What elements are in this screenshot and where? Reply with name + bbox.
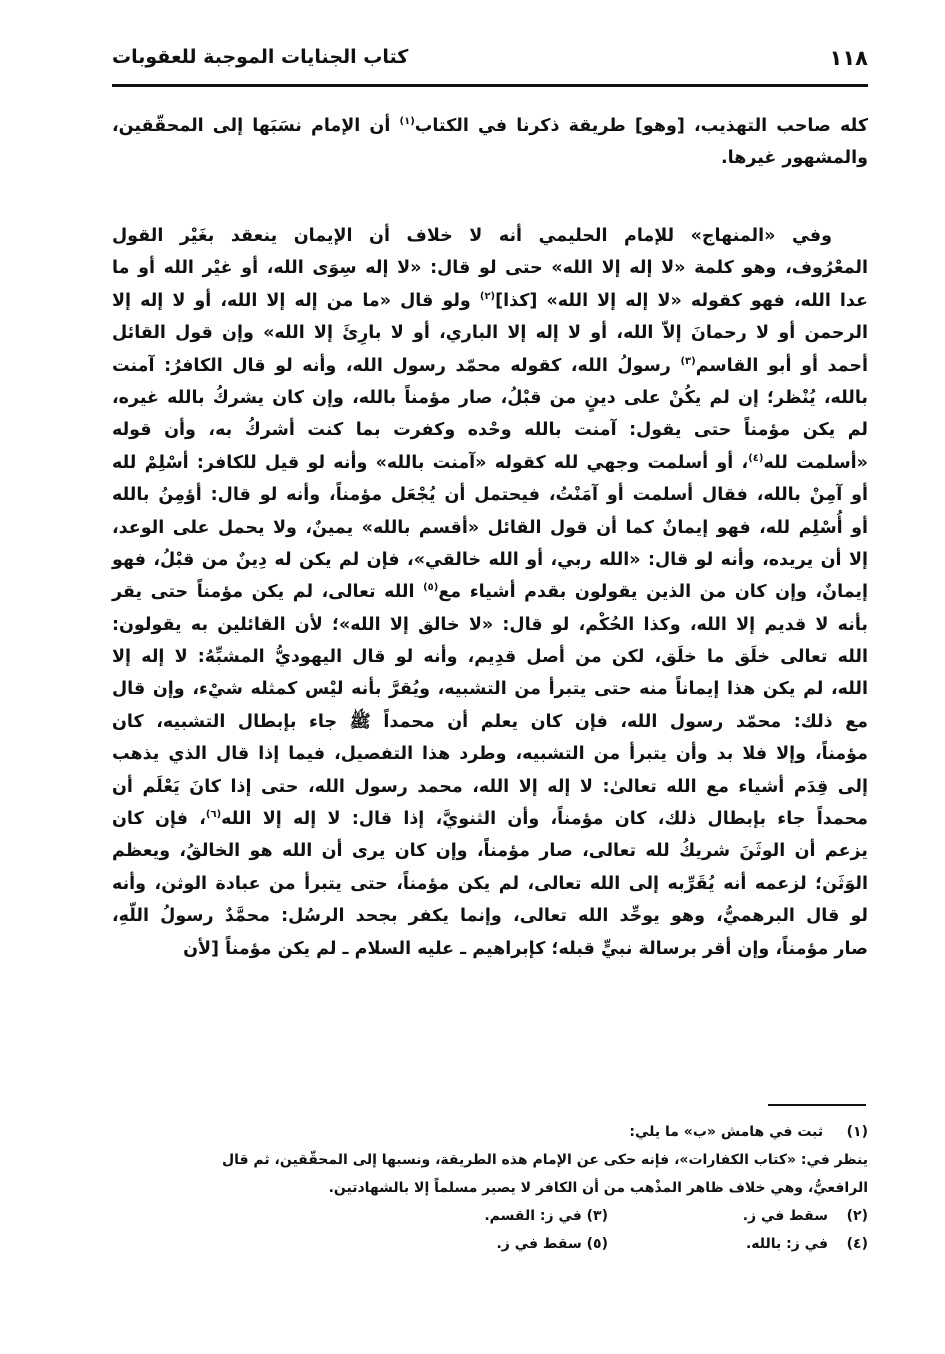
footnote-1-line-3: الرافعيُّ، وهي خلاف ظاهر المذْهب من أن الكافر لا يصير مسلماً إلا بالشهادتين. xyxy=(328,1180,868,1196)
footnote-rule xyxy=(768,1104,866,1106)
footnote-text: سقط في ز. xyxy=(742,1208,828,1224)
footnote-row xyxy=(112,1230,868,1258)
footnote-number: (١) xyxy=(846,1124,868,1140)
text-line: عدا الله، فهو كقوله «لا إله إلا الله» [كذا]$^{(٢)}$ ولو قال «ما من إله إلا الله، أو لا إله إلا xyxy=(112,290,868,311)
text-line: المعْرُوف، وهو كلمة «لا إله إلا الله» حتى لو قال: «لا إله سِوَى الله، أو غيْر الله أو ما xyxy=(112,258,868,279)
footnote-3: (٣) في ز: القسم. xyxy=(484,1208,608,1224)
text-line: بأنه لا قديم إلا الله، وكذا الحُكْم، لو قال: «لا خالق إلا الله»؛ لأن القائلين به يقولون: xyxy=(112,614,868,635)
footnote-number: (٤) xyxy=(846,1236,868,1252)
text-line: إلا أن يريده، وأنه لو قال: «الله ربي، أو الله خالقي»، فإن لم يكن له دِينٌ من قبْلُ، فهو xyxy=(112,549,868,570)
text-line: أحمد أو أبو القاسم$^{(٣)}$ رسولُ الله، كقوله محمّد رسول الله، وأنه لو قال الكافرُ: آمنت xyxy=(112,355,868,376)
footnote-text: ثبت في هامش «ب» ما يلي: xyxy=(629,1124,824,1140)
header-rule xyxy=(112,84,868,87)
footnote-row xyxy=(112,1202,868,1230)
text-line: الوَثَن؛ لزعمه أنه يُقَرِّبه إلى الله تعالى، لم يكن مؤمناً، حتى يتبرأ من عبادة الوثن، وأنه xyxy=(112,873,868,894)
text-line: مؤمناً، وإلا فلا بد وأن يتبرأ من التشبيه، وطرد هذا التفصيل، فيما إذا قال الذي يذهب xyxy=(112,744,868,765)
paragraph-1 xyxy=(112,110,868,175)
text-line: الله، لم يكن هذا إيماناً منه حتى يتبرأ من التشبيه، ويُقرَّ بأنه ليْس كمثله شيْء، وإن قال xyxy=(112,679,868,700)
text-line: مع ذلك: محمّد رسول الله، فإن كان يعلم أن محمداً ﷺ جاء بإبطال التشبيه، كان xyxy=(112,711,868,732)
footnote-marker: (٢) xyxy=(479,290,496,302)
footnote-marker: (٥) xyxy=(423,582,439,594)
running-title: كتاب الجنايات الموجبة للعقوبات xyxy=(112,46,409,68)
footnote-marker: (١) xyxy=(399,116,415,128)
footnote-1 xyxy=(112,1118,868,1146)
footnote-marker: (٣) xyxy=(680,355,696,367)
text-line: أو أُسْلِم لله، فهو إيمانٌ كما أن قول القائل «أقسم بالله» يمينٌ، ولا يحمل على الوعد، xyxy=(112,517,868,538)
text-line: أو آمِنْ بالله، فقال أسلمت أو آمَنْتُ، فيحتمل أن يُجْعَل مؤمناً، وأنه لو قال: أؤمِنُ بالله xyxy=(112,485,868,506)
text-line: يزعم أن الوثَنَ شريكُ لله تعالى، صار مؤمناً، وإن كان يرى أن الله هو الخالقُ، ويعظم xyxy=(112,841,868,862)
paragraph-2 xyxy=(112,220,868,965)
running-header xyxy=(112,46,868,74)
footnote-1-line-2: ينظر في: «كتاب الكفارات»، فإنه حكى عن الإمام هذه الطريقة، ونسبها إلى المحقّقين، ثم قال xyxy=(221,1152,868,1168)
footnote-marker: (٦) xyxy=(205,809,222,821)
text-line: إلى قِدَم أشياء مع الله تعالىٰ: لا إله إلا الله، محمد رسول الله، حتى إذا كانَ يَعْلَم أن xyxy=(112,776,868,797)
text-line: الله تعالى خلَق ما خلَق، لكن من أصل قدِيم، وأنه لو قال اليهوديُّ المشبِّهُ: لا إله إلا xyxy=(112,647,868,668)
text-line: «أسلمت لله$^{(٤)}$، أو أسلمت وجهي لله كقوله «آمنت بالله» وأنه لو قيل للكافر: أسْلِمْ لله xyxy=(112,452,868,473)
text-line: والمشهور غيرها. xyxy=(720,148,868,169)
footnote-5: (٥) سقط في ز. xyxy=(496,1236,608,1252)
text-line: لم يكن مؤمناً حتى يقول: آمنت بالله وحْده وكفرت بما كنت أشركُ به، وأن قوله xyxy=(112,420,868,441)
footnote-text: في ز: بالله. xyxy=(745,1236,828,1252)
text-line: وفي «المنهاج» للإمام الحليمي أنه لا خلاف أن الإيمان ينعقد بغَيْر القول xyxy=(112,226,832,246)
text-line: لو قال البرهميُّ، وهو يوحِّد الله تعالى، وإنما يكفر بجحد الرسُل: محمَّدٌ رسولُ اللّهِ، xyxy=(112,906,868,927)
text-line: إيمانٌ، وإن كان من الذين يقولون بقدم أشياء مع$^{(٥)}$ الله تعالى، لم يكن مؤمناً حتى يقر xyxy=(112,582,868,603)
footnote-number: (٢) xyxy=(846,1208,868,1224)
text-line: محمداً جاء بإبطال ذلك، كان مؤمناً، وأن الثنويَّ، إذا قال: لا إله إلا الله$^{(٦)}$، فإن كان xyxy=(112,809,869,830)
footnotes xyxy=(112,1118,868,1258)
text-line: الرحمن أو لا رحمانَ إلاّ الله، أو لا إله إلا الباري، أو لا بارِئَ إلا الله» وإن قول القائل xyxy=(112,323,868,344)
page-number: ١١٨ xyxy=(829,46,868,70)
text-line: صار مؤمناً، وإن أقر برسالة نبيٍّ قبله؛ كإبراهيم ـ عليه السلام ـ لم يكن مؤمناً [لأن xyxy=(183,938,868,959)
text-line: بالله، يُنْظر؛ إن لم يكُنْ على دينٍ من قبْلُ، صار مؤمناً بالله، وإن كان يشركُ بالله غيره، xyxy=(112,387,868,408)
footnote-marker: (٤) xyxy=(748,452,764,464)
text-line: كله صاحب التهذيب، [وهو] طريقة ذكرنا في الكتاب$^{(١)}$ أن الإمام نسَبَها إلى المحقّقين، xyxy=(112,116,868,136)
